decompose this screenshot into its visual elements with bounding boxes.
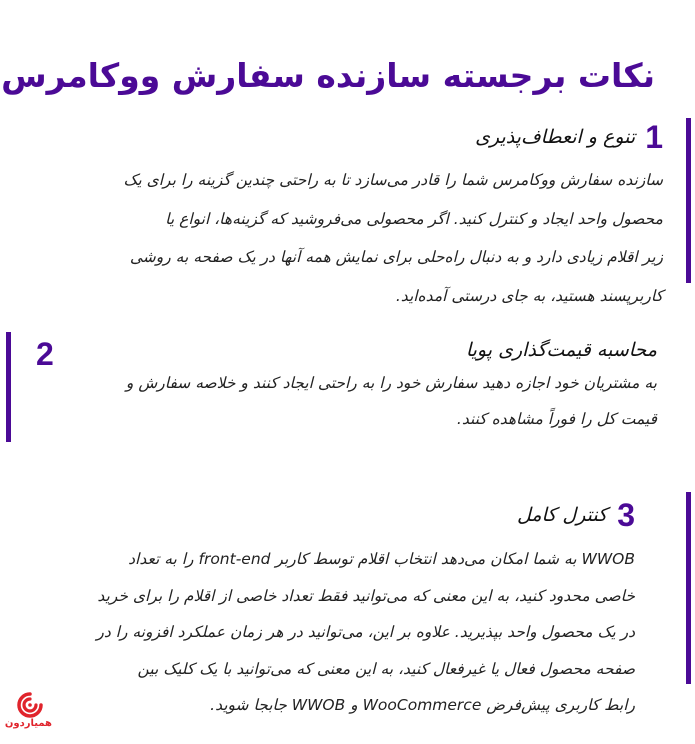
- section-1-accent-bar: [686, 118, 691, 283]
- section-1-number: 1: [645, 119, 663, 155]
- section-3-line: رابط کاربری پیش‌فرض WooCommerce و WWOB جابجا شوید.: [210, 696, 635, 714]
- brand-logo: [4, 692, 52, 738]
- section-1-line: کاربرپسند هستید، به جای درستی آمده‌اید.: [395, 286, 663, 305]
- section-1-line: محصول واحد ایجاد و کنترل کنید. اگر محصولی می‌فروشید که گزینه‌ها، انواع یا: [165, 209, 663, 228]
- section-3-line: صفحه محصول فعال یا غیرفعال کنید، به این معنی که می‌توانید با یک کلیک بین: [137, 659, 635, 678]
- section-3-body: [35, 541, 635, 724]
- section-2-number: 2: [36, 336, 54, 372]
- section-2-line: قیمت کل را فوراً مشاهده کنند.: [456, 410, 657, 428]
- section-3-number: 3: [617, 497, 635, 533]
- section-2-body: [57, 365, 657, 437]
- section-2-header: [57, 335, 657, 365]
- section-dynamic-pricing: [57, 335, 657, 437]
- section-3-line: در یک محصول واحد بپذیرید. علاوه بر این، می‌توانید در هر زمان عملکرد افزونه را در: [96, 623, 635, 641]
- section-2-line: به مشتریان خود اجازه دهید سفارش خود را به راحتی ایجاد کنند و خلاصه سفارش و: [125, 374, 657, 392]
- section-1-header: [53, 118, 663, 156]
- section-2-title: محاسبه قیمت‌گذاری پویا: [465, 339, 657, 361]
- section-1-body: [53, 161, 663, 315]
- page-title: نکات برجسته سازنده سفارش ووکامرس: [1, 56, 655, 96]
- section-3-title: کنترل کامل: [516, 504, 608, 526]
- section-1-title: تنوع و انعطاف‌پذیری: [475, 126, 636, 148]
- section-3-accent-bar: [686, 492, 691, 684]
- section-3-header: [35, 497, 635, 533]
- section-2-accent-bar: [6, 332, 11, 442]
- spiral-logo-icon: [17, 692, 43, 718]
- section-variety-flexibility: [53, 118, 663, 315]
- section-3-line: WWOB به شما امکان می‌دهد انتخاب اقلام توسط کاربر front-end را به تعداد: [128, 550, 635, 568]
- section-1-line: زیر اقلام زیادی دارد و به دنبال راه‌حلی برای نمایش همه آنها در یک صفحه به روشی: [129, 248, 663, 266]
- section-1-line: سازنده سفارش ووکامرس شما را قادر می‌سازد تا به راحتی چندین گزینه را برای یک: [123, 171, 663, 189]
- brand-logo-text: همیاردون: [4, 718, 52, 729]
- section-full-control: [35, 497, 635, 724]
- section-3-line: خاصی محدود کنید، به این معنی که می‌توانید فقط تعداد خاصی از اقلام را برای خرید: [97, 586, 635, 605]
